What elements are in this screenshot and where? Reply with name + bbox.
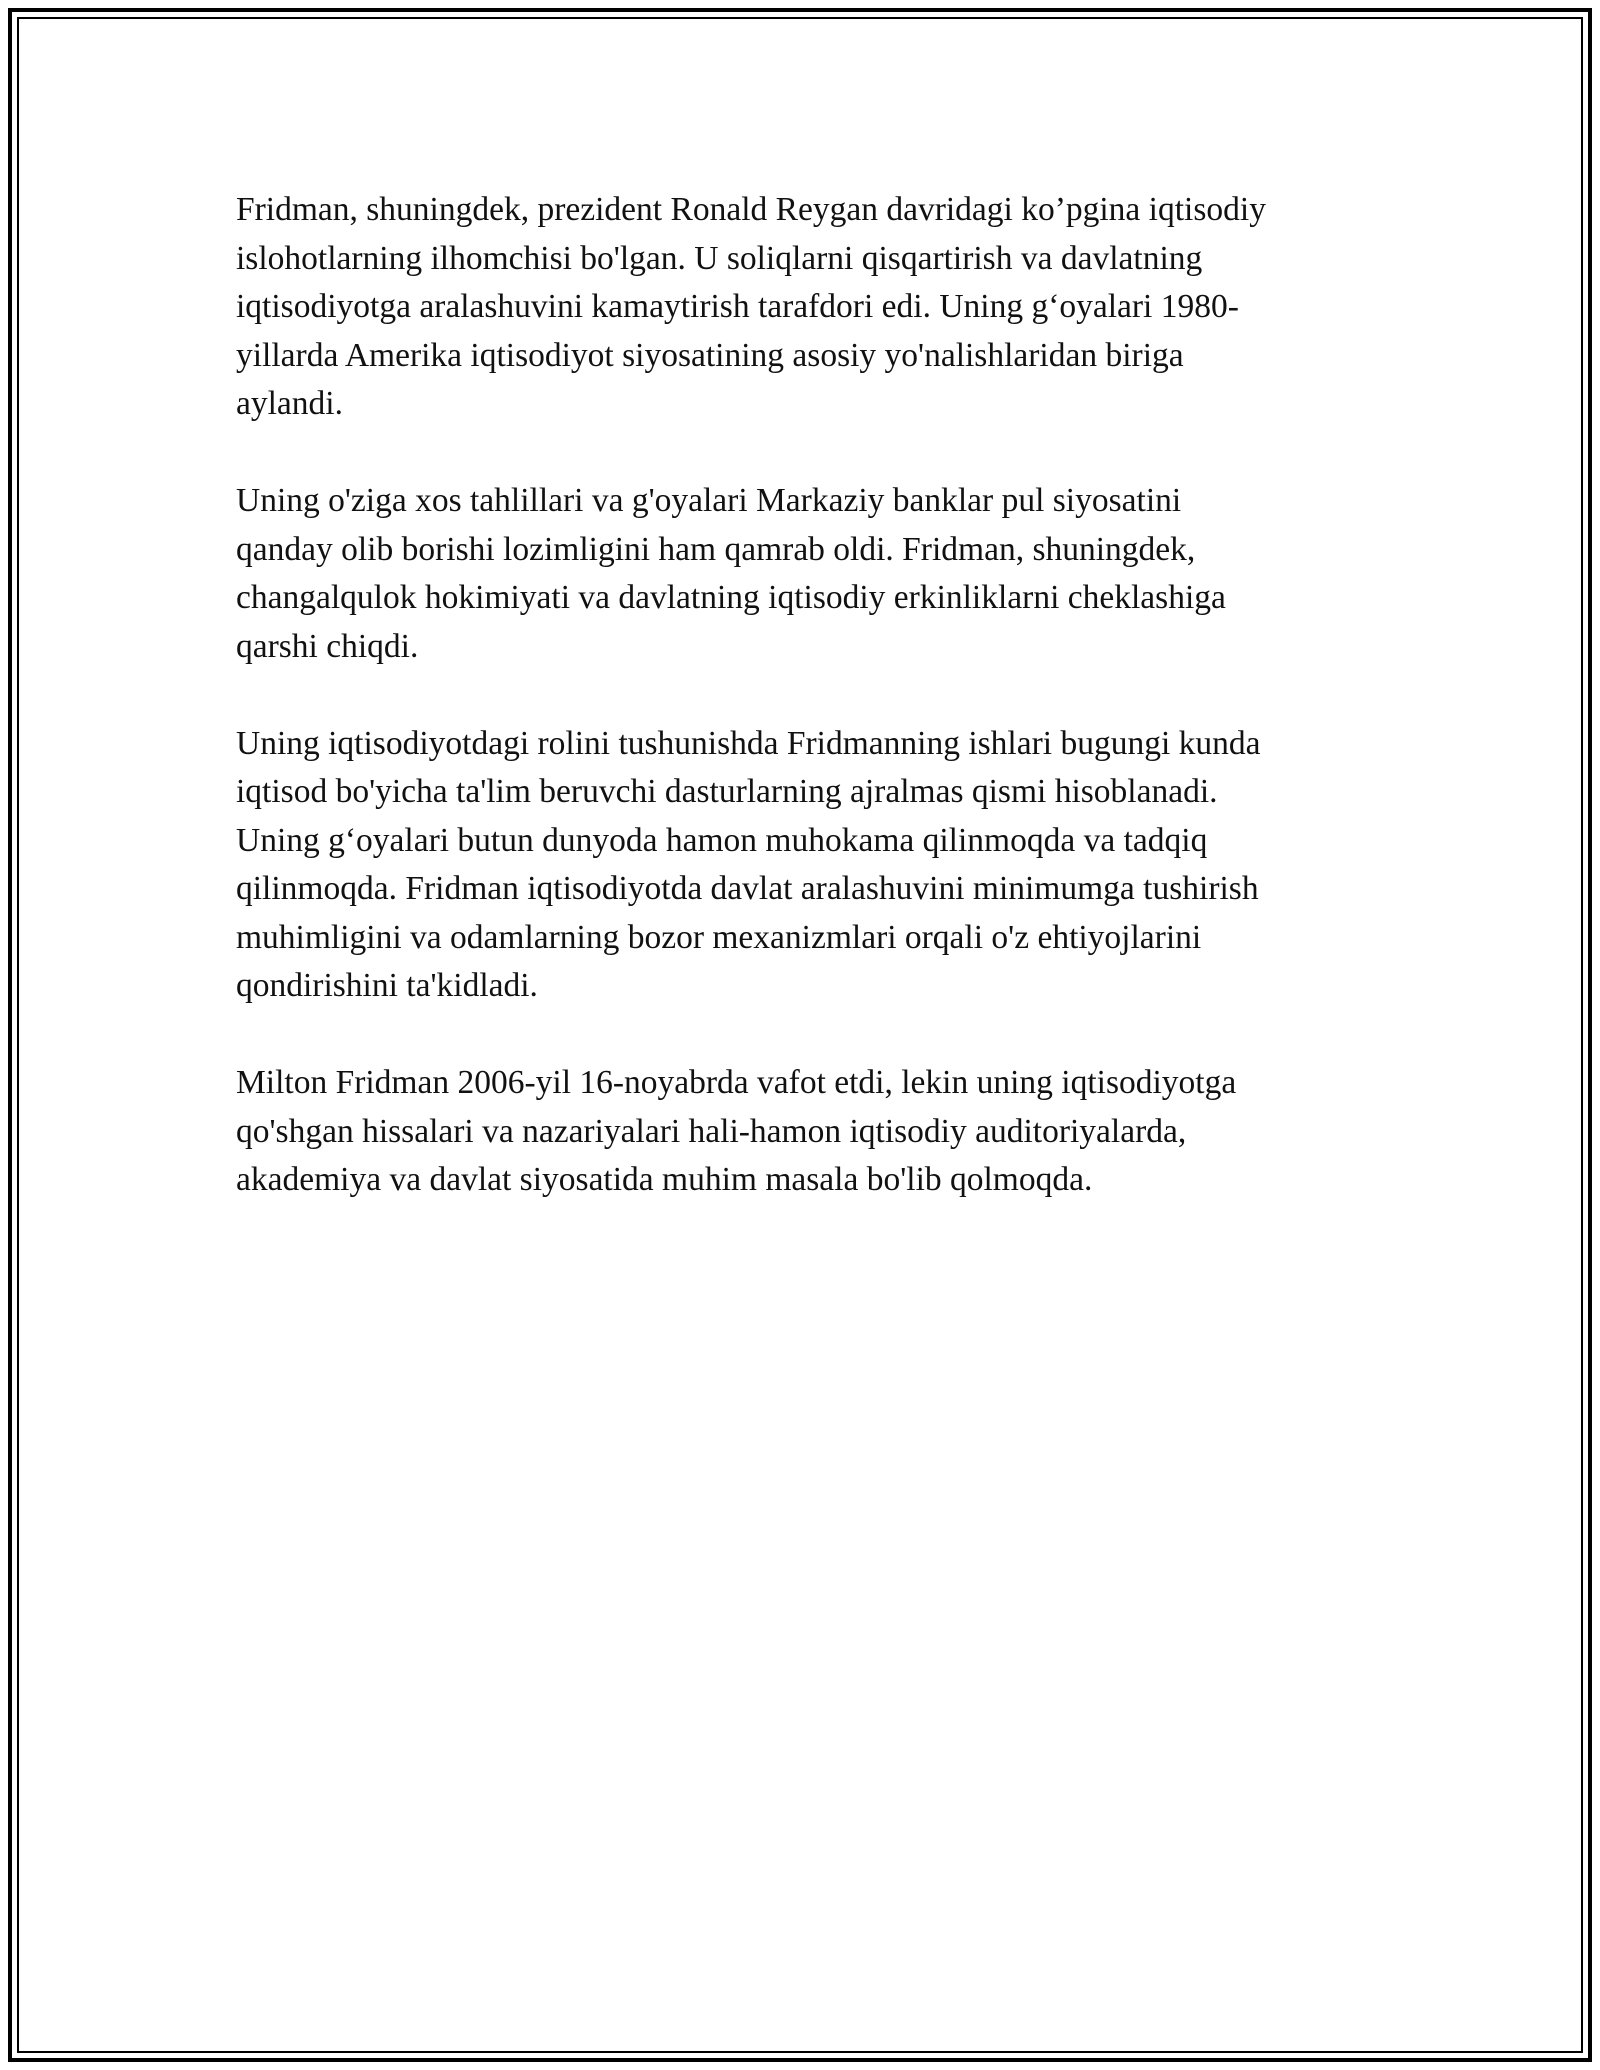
text-line: Uning g‘oyalari butun dunyoda hamon muhokama qilinmoqda va tadqiq <box>236 821 1208 859</box>
text-line: iqtisodiyotga aralashuvini kamaytirish tarafdori edi. Uning g‘oyalari 1980- <box>236 288 1239 325</box>
text-line: aylandi. <box>236 385 343 422</box>
text-line: qo'shgan hissalari va nazariyalari hali-hamon iqtisodiy auditoriyalarda, <box>236 1112 1187 1150</box>
text-line: changalqulok hokimiyati va davlatning iqtisodiy erkinliklarni cheklashiga <box>236 579 1226 616</box>
paragraph-4 <box>236 1059 1386 1205</box>
paragraph-3 <box>236 720 1386 1011</box>
text-line: Fridman, shuningdek, prezident Ronald Reygan davridagi ko’pgina iqtisodiy <box>236 191 1266 228</box>
text-line: iqtisod bo'yicha ta'lim beruvchi dasturlarning ajralmas qismi hisoblanadi. <box>236 773 1218 810</box>
document-body <box>236 186 1386 1253</box>
text-line: islohotlarning ilhomchisi bo'lgan. U soliqlarni qisqartirish va davlatning <box>236 239 1203 277</box>
text-line: muhimligini va odamlarning bozor mexanizmlari orqali o'z ehtiyojlarini <box>236 918 1202 956</box>
text-line: Uning o'ziga xos tahlillari va g'oyalari Markaziy banklar pul siyosatini <box>236 482 1182 519</box>
text-line: qarshi chiqdi. <box>236 627 419 665</box>
text-line: qilinmoqda. Fridman iqtisodiyotda davlat aralashuvini minimumga tushirish <box>236 870 1259 907</box>
text-line: Milton Fridman 2006-yil 16-noyabrda vafot etdi, lekin uning iqtisodiyotga <box>236 1064 1237 1101</box>
text-line: akademiya va davlat siyosatida muhim masala bo'lib qolmoqda. <box>236 1161 1093 1198</box>
text-line: qanday olib borishi lozimligini ham qamrab oldi. Fridman, shuningdek, <box>236 530 1196 568</box>
text-line: Uning iqtisodiyotdagi rolini tushunishda Fridmanning ishlari bugungi kunda <box>236 724 1261 762</box>
paragraph-2 <box>236 477 1386 671</box>
text-line: qondirishini ta'kidladi. <box>236 967 538 1004</box>
text-line: yillarda Amerika iqtisodiyot siyosatining asosiy yo'nalishlaridan biriga <box>236 336 1184 374</box>
paragraph-1 <box>236 186 1386 429</box>
